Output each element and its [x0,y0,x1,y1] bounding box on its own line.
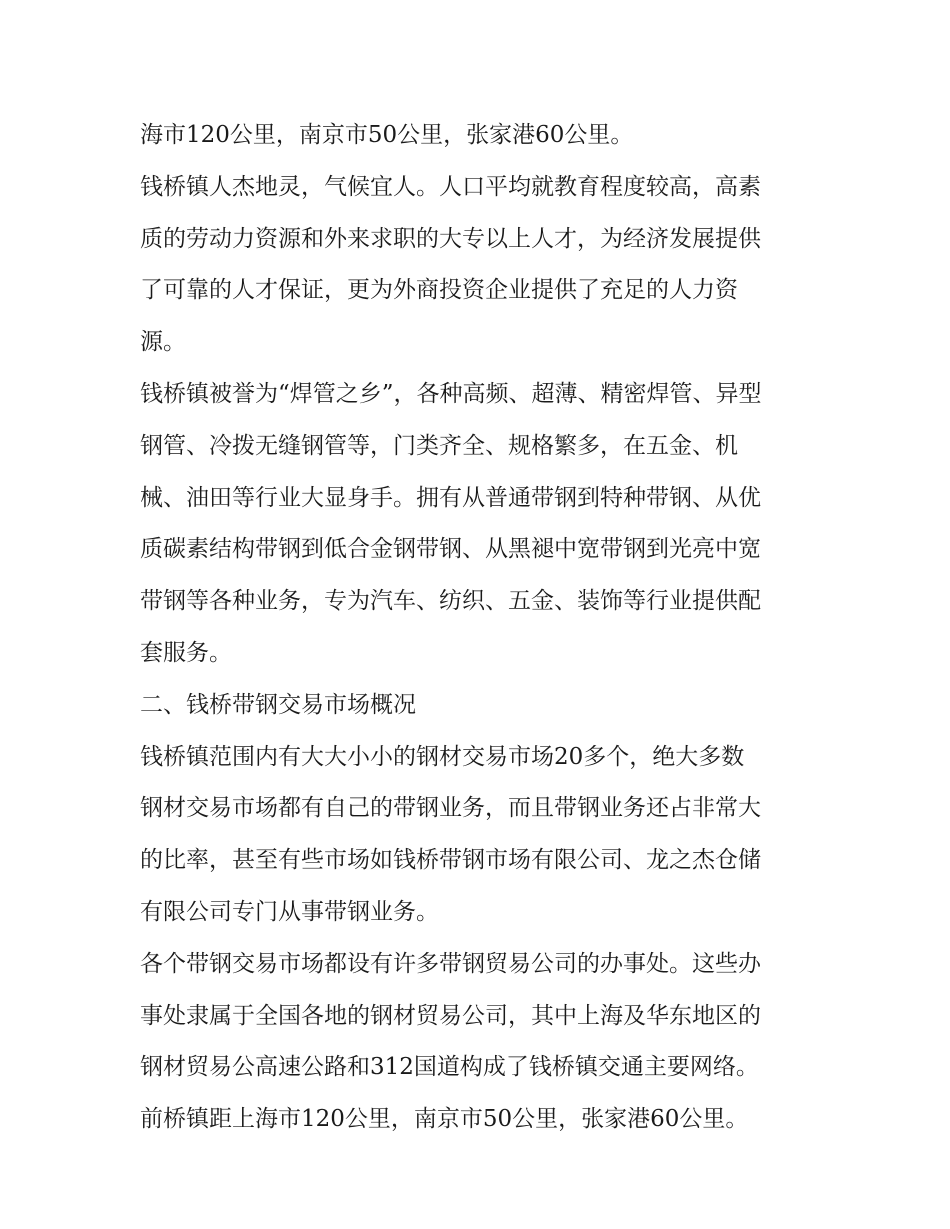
text-line: 质碳素结构带钢到低合金钢带钢、从黑褪中宽带钢到光亮中宽 [140,536,761,563]
text-line: 前桥镇距上海市120公里，南京市50公里，张家港60公里。 [140,1106,749,1133]
paragraph-welded-pipe [140,369,820,680]
paragraph-market-count [140,732,820,939]
text-line: 钢管、冷拨无缝钢管等，门类齐全、规格繁多，在五金、机 [140,432,738,459]
heading-text: 二、钱桥带钢交易市场概况 [140,691,416,718]
text-line: 钱桥镇人杰地灵，气候宜人。人口平均就教育程度较高，高素 [140,173,761,200]
text-line: 各个带钢交易市场都设有许多带钢贸易公司的办事处。这些办 [140,950,761,977]
paragraph-talent [140,162,820,369]
section-heading [140,680,820,732]
text-line: 的比率，甚至有些市场如钱桥带钢市场有限公司、龙之杰仓储 [140,847,761,874]
paragraph-distances [140,110,820,162]
text-line: 海市120公里，南京市50公里，张家港60公里。 [140,122,634,148]
text-line: 钢材贸易公高速公路和312国道构成了钱桥镇交通主要网络。 [140,1054,759,1081]
text-line: 钱桥镇范围内有大大小小的钢材交易市场20多个，绝大多数 [140,743,745,770]
text-line: 了可靠的人才保证，更为外商投资企业提供了充足的人力资 [140,277,738,304]
text-line: 事处隶属于全国各地的钢材贸易公司，其中上海及华东地区的 [140,1002,761,1029]
text-line: 质的劳动力资源和外来求职的大专以上人才，为经济发展提供 [140,225,761,252]
text-line: 钱桥镇被誉为“焊管之乡”，各种高频、超薄、精密焊管、异型 [140,380,762,407]
text-line: 有限公司专门从事带钢业务。 [140,898,439,925]
text-line: 械、油田等行业大显身手。拥有从普通带钢到特种带钢、从优 [140,484,761,511]
text-line: 源。 [140,329,186,356]
text-line: 带钢等各种业务，专为汽车、纺织、五金、装饰等行业提供配 [140,588,761,615]
text-line: 套服务。 [140,639,232,666]
text-line: 钢材交易市场都有自己的带钢业务，而且带钢业务还占非常大 [140,795,761,822]
paragraph-offices [140,939,820,1146]
